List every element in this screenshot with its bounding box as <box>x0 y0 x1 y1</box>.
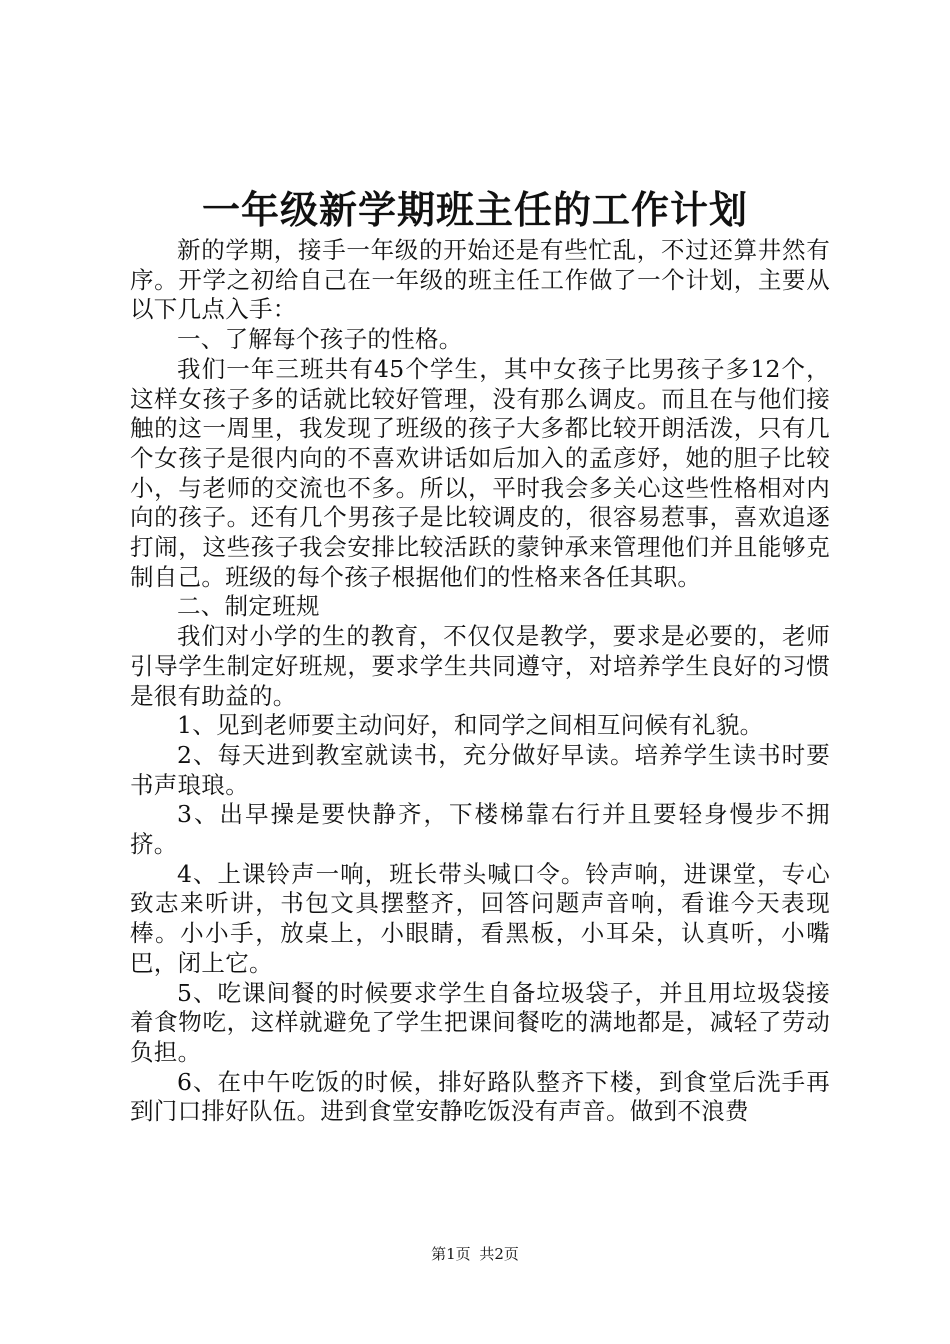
rule-item-3: 3、出早操是要快静齐，下楼梯靠右行并且要轻身慢步不拥挤。 <box>130 800 830 859</box>
page-footer <box>0 1244 950 1264</box>
document-body <box>130 236 830 1127</box>
document-title: 一年级新学期班主任的工作计划 <box>201 187 748 232</box>
rule-item-5: 5、吃课间餐的时候要求学生自备垃圾袋子，并且用垃圾袋接着食物吃，这样就避免了学生把课间餐吃的满地都是，减轻了劳动负担。 <box>130 978 830 1066</box>
rule-item-2: 2、每天进到教室就读书，充分做好早读。培养学生读书时要书声琅琅。 <box>130 740 830 799</box>
paragraph-personality: 我们一年三班共有45个学生，其中女孩子比男孩子多12个，这样女孩子多的话就比较好管理，没有那么调皮。而且在与他们接触的这一周里，我发现了班级的孩子大多都比较开朗活泼，只有几个女孩子是很内向的不喜欢讲话如后加入的孟彦妤，她的胆子比较小，与老师的交流也不多。所以，平时我会多关心这些性格相对内向的孩子。还有几个男孩子是比较调皮的，很容易惹事，喜欢追逐打闹，这些孩子我会安排比较活跃的蒙钟承来管理他们并且能够克制自己。班级的每个孩子根据他们的性格来各任其职。 <box>130 354 830 591</box>
rule-item-6: 6、在中午吃饭的时候，排好路队整齐下楼，到食堂后洗手再到门口排好队伍。进到食堂安静吃饭没有声音。做到不浪费 <box>130 1067 830 1126</box>
rule-item-4: 4、上课铃声一响，班长带头喊口令。铃声响，进课堂，专心致志来听讲，书包文具摆整齐，回答问题声音响，看谁今天表现棒。小小手，放桌上，小眼睛，看黑板，小耳朵，认真听，小嘴巴，闭上它。 <box>130 859 830 977</box>
section-heading-1: 一、了解每个孩子的性格。 <box>177 325 463 354</box>
page-total: 共2页 <box>479 1245 519 1263</box>
paragraph-rules-intro: 我们对小学的生的教育，不仅仅是教学，要求是必要的，老师引导学生制定好班规，要求学生共同遵守，对培养学生良好的习惯是很有助益的。 <box>130 622 830 710</box>
paragraph-intro: 新的学期，接手一年级的开始还是有些忙乱，不过还算井然有序。开学之初给自己在一年级的班主任工作做了一个计划，主要从以下几点入手： <box>130 236 830 324</box>
section-heading-2: 二、制定班规 <box>177 592 320 621</box>
page-number: 第1页 <box>431 1245 471 1263</box>
rule-item-1: 1、见到老师要主动问好，和同学之间相互问候有礼貌。 <box>177 711 764 740</box>
